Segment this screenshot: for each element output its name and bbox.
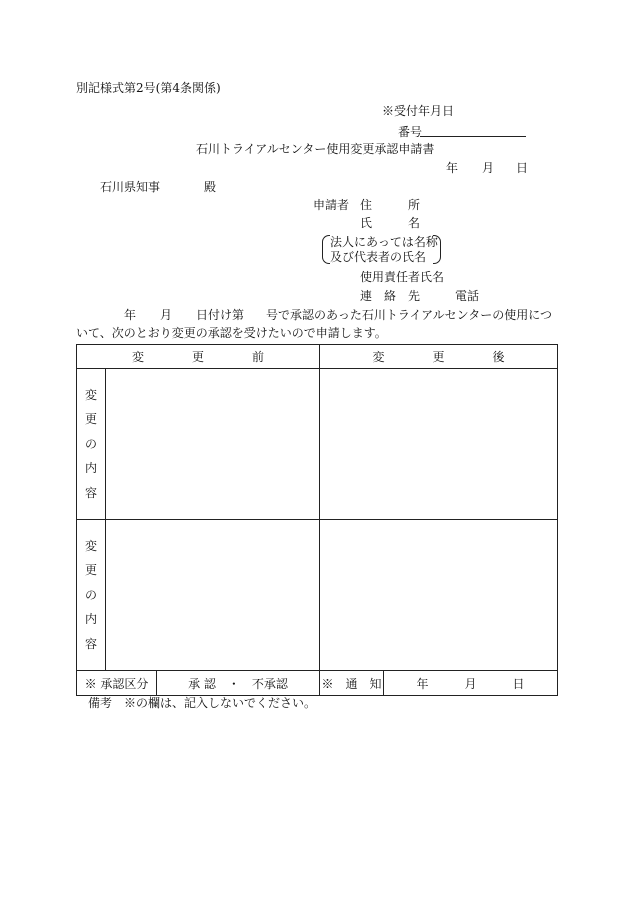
- date-year: 年: [446, 161, 459, 175]
- addressee-name: 石川県知事: [100, 180, 161, 194]
- manager-label: 使用責任者氏名: [360, 270, 445, 284]
- row-label-char: の: [84, 436, 97, 451]
- form-number: 別記様式第2号(第4条関係): [76, 81, 221, 95]
- body-day-ref: 日付け第: [196, 308, 245, 322]
- applicant-address: 住 所: [360, 198, 421, 212]
- phone-label: 電話: [455, 289, 480, 303]
- page-title: 石川トライアルセンター使用変更承認申請書: [196, 142, 435, 156]
- row-label-char: 更: [84, 412, 97, 427]
- header-after: 変 更 後: [320, 345, 558, 369]
- after-content-1[interactable]: [320, 369, 558, 520]
- approval-label: ※ 承認区分: [77, 671, 157, 696]
- after-content-2[interactable]: [320, 520, 558, 671]
- row-label-char: の: [84, 587, 97, 602]
- body-year: 年: [124, 308, 137, 322]
- header-before: 変 更 前: [77, 345, 320, 369]
- approval-options: 承 認 ・ 不承認: [157, 671, 320, 696]
- body-month: 月: [160, 308, 173, 322]
- right-bracket: [433, 235, 441, 264]
- body-line2: いて、次のとおり変更の承認を受けたいので申請します。: [76, 326, 387, 340]
- contact-label: 連 絡 先: [360, 289, 421, 303]
- addressee-honorific: 殿: [204, 180, 217, 194]
- row-label-2: [77, 520, 106, 671]
- change-table: [76, 344, 558, 696]
- row-label-char: 変: [84, 538, 97, 553]
- receipt-date-label: ※受付年月日: [382, 104, 455, 118]
- applicant-label: 申請者: [313, 198, 350, 212]
- row-label-1: [77, 369, 106, 520]
- number-underline: [420, 136, 526, 137]
- corp-note-line1: 法人にあっては名称: [330, 235, 438, 249]
- row-label-char: 容: [84, 636, 97, 651]
- applicant-name: 氏 名: [360, 216, 421, 230]
- date-month: 月: [482, 161, 495, 175]
- remark: 備考 ※の欄は、記入しないでください。: [88, 696, 317, 710]
- row-label-char: 変: [84, 387, 97, 402]
- row-label-char: 容: [84, 485, 97, 500]
- body-line1-rest: 号で承認のあった石川トライアルセンターの使用につ: [266, 308, 552, 322]
- notice-date: 年 月 日: [384, 671, 558, 696]
- row-label-char: 内: [84, 461, 97, 476]
- before-content-1[interactable]: [106, 369, 320, 520]
- row-label-char: 内: [84, 612, 97, 627]
- corp-note-line2: 及び代表者の氏名: [330, 250, 427, 264]
- date-day: 日: [516, 161, 529, 175]
- notice-label: ※ 通 知: [320, 671, 384, 696]
- before-content-2[interactable]: [106, 520, 320, 671]
- row-label-char: 更: [84, 563, 97, 578]
- number-label: 番号: [398, 125, 423, 139]
- left-bracket: [322, 235, 330, 264]
